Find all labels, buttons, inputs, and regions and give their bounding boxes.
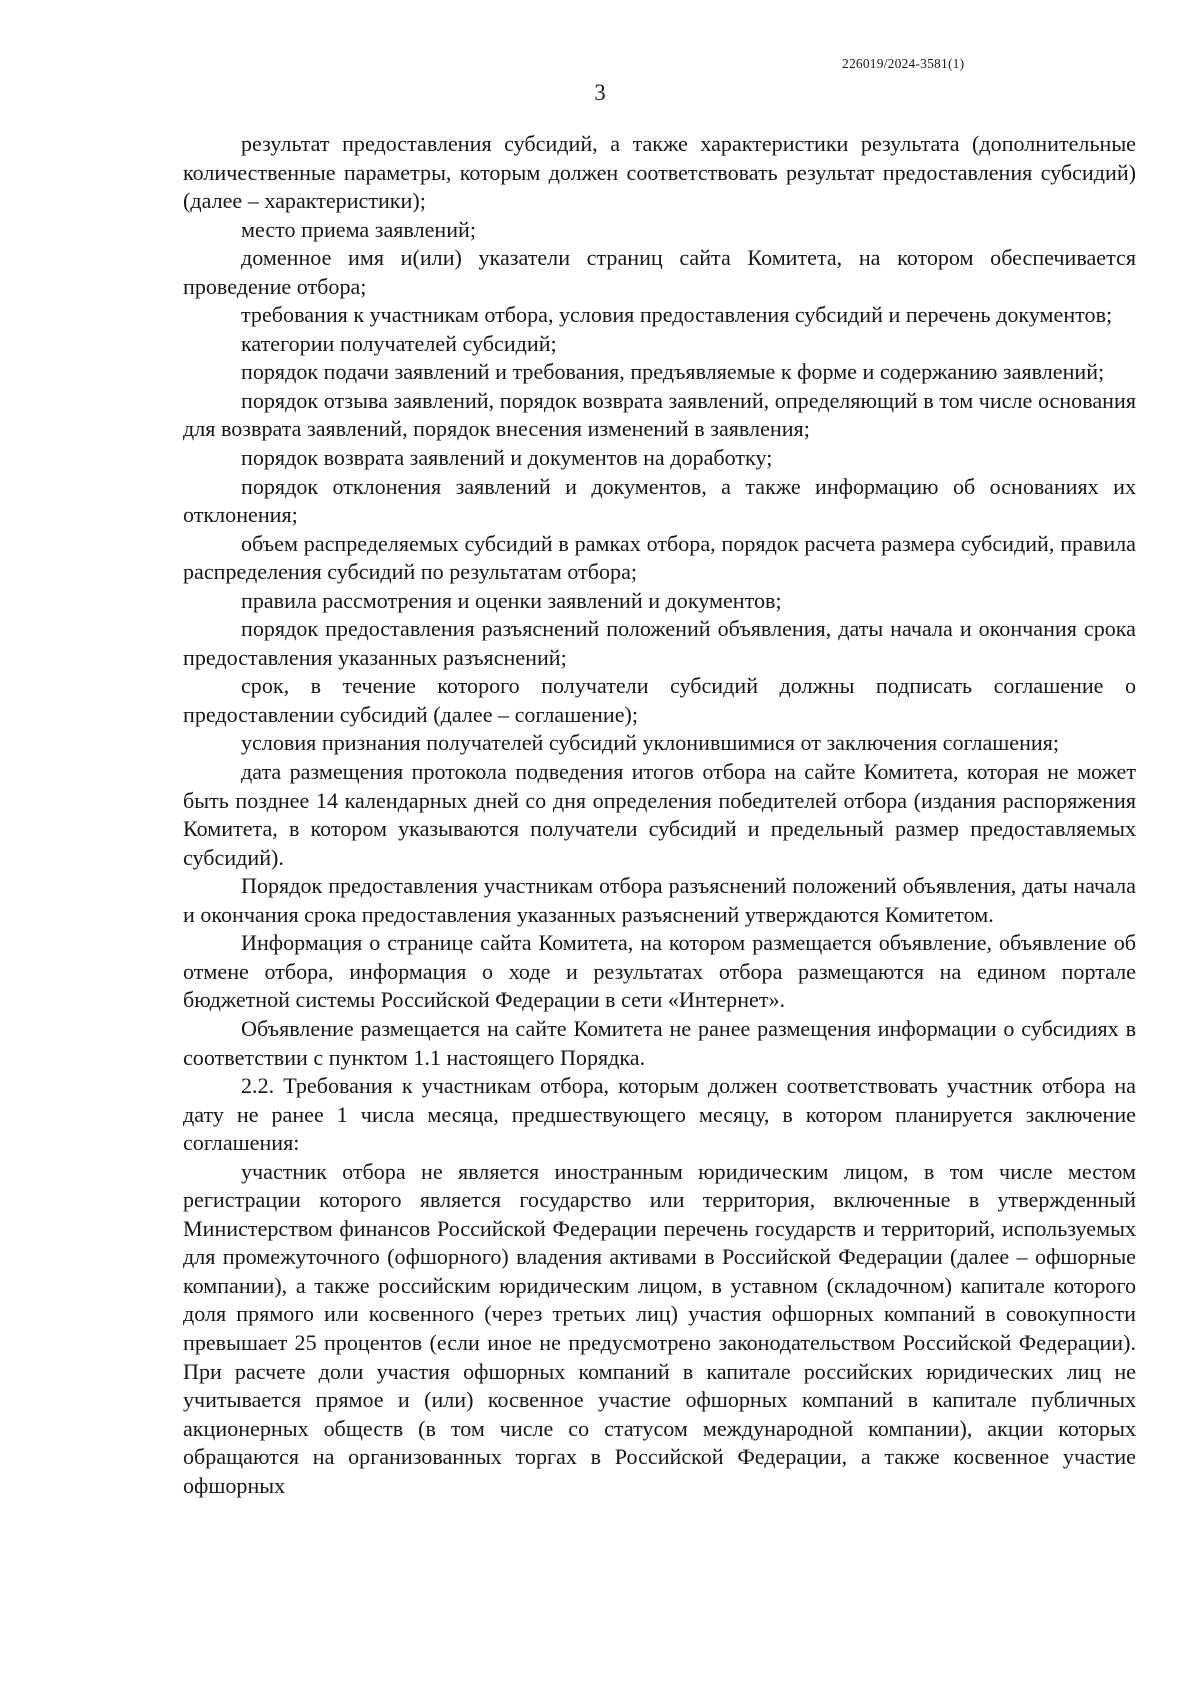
paragraph: порядок предоставления разъяснений положений объявления, даты начала и окончания срока предоставления указанных разъяснений; (183, 616, 1136, 670)
paragraph: 2.2. Требования к участникам отбора, которым должен соответствовать участник отбора на дату не ранее 1 числа месяца, предшествующего месяцу, в котором планируется заключение соглашения: (183, 1073, 1136, 1156)
paragraph: Объявление размещается на сайте Комитета не ранее размещения информации о субсидиях в соответствии с пунктом 1.1 настоящего Порядка. (183, 1015, 1136, 1070)
paragraph: категории получателей субсидий; (241, 330, 557, 356)
paragraph: Информация о странице сайта Комитета, на котором размещается объявление, объявление об отмене отбора, информация о ходе и результатах отбора размещаются на едином портале бюджетной системы Российской Федерации в сети «Интернет». (183, 930, 1136, 1013)
paragraph: порядок возврата заявлений и документов на доработку; (241, 445, 773, 471)
document-body (183, 130, 1136, 1500)
paragraph: участник отбора не является иностранным юридическим лицом, в том числе местом регистрации которого является государство или территория, включенные в утвержденный Министерством финансов Российской Федерации перечень государств и территорий, используемых для промежуточного (офшорного) владения активами в Российской Федерации (далее – офшорные компании), а также российским юридическим лицом, в уставном (складочном) капитале которого доля прямого или косвенного (через третьих лиц) участия офшорных компаний в совокупности превышает 25 процентов (если иное не предусмотрено законодательством Российской Федерации). При расчете доли участия офшорных компаний в капитале российских юридических лиц не учитывается прямое и (или) косвенное участие офшорных компаний в капитале публичных акционерных обществ (в том числе со статусом международной компании), акции которых обращаются на организованных торгах в Российской Федерации, а также косвенное участие офшорных (183, 1158, 1136, 1498)
paragraph: срок, в течение которого получатели субсидий должны подписать соглашение о предоставлении субсидий (далее – соглашение); (183, 673, 1136, 727)
paragraph: порядок отзыва заявлений, порядок возврата заявлений, определяющий в том числе основания для возврата заявлений, порядок внесения изменений в заявления; (183, 387, 1136, 442)
paragraph: объем распределяемых субсидий в рамках отбора, порядок расчета размера субсидий, правила распределения субсидий по результатам отбора; (183, 530, 1136, 585)
paragraph: Порядок предоставления участникам отбора разъяснений положений объявления, даты начала и окончания срока предоставления указанных разъяснений утверждаются Комитетом. (183, 873, 1136, 927)
page-number: 3 (594, 80, 606, 105)
paragraph: правила рассмотрения и оценки заявлений и документов; (241, 587, 782, 613)
paragraph: дата размещения протокола подведения итогов отбора на сайте Комитета, которая не может быть позднее 14 календарных дней со дня определения победителей отбора (издания распоряжения Комитета, в котором указываются получатели субсидий и предельный размер предоставляемых субсидий). (183, 759, 1136, 870)
paragraph: результат предоставления субсидий, а также характеристики результата (дополнительные количественные параметры, которым должен соответствовать результат предоставления субсидий) (далее – характеристики); (183, 131, 1136, 214)
paragraph: порядок отклонения заявлений и документов, а также информацию об основаниях их отклонения; (183, 473, 1136, 528)
paragraph: условия признания получателей субсидий уклонившимися от заключения соглашения; (241, 730, 1060, 756)
paragraph: порядок подачи заявлений и требования, предъявляемые к форме и содержанию заявлений; (241, 359, 1105, 385)
paragraph: требования к участникам отбора, условия предоставления субсидий и перечень документов; (241, 302, 1113, 328)
document-registration-number: 226019/2024-3581(1) (842, 56, 965, 71)
paragraph: доменное имя и(или) указатели страниц сайта Комитета, на котором обеспечивается проведение отбора; (183, 245, 1136, 299)
paragraph: место приема заявлений; (241, 216, 477, 242)
